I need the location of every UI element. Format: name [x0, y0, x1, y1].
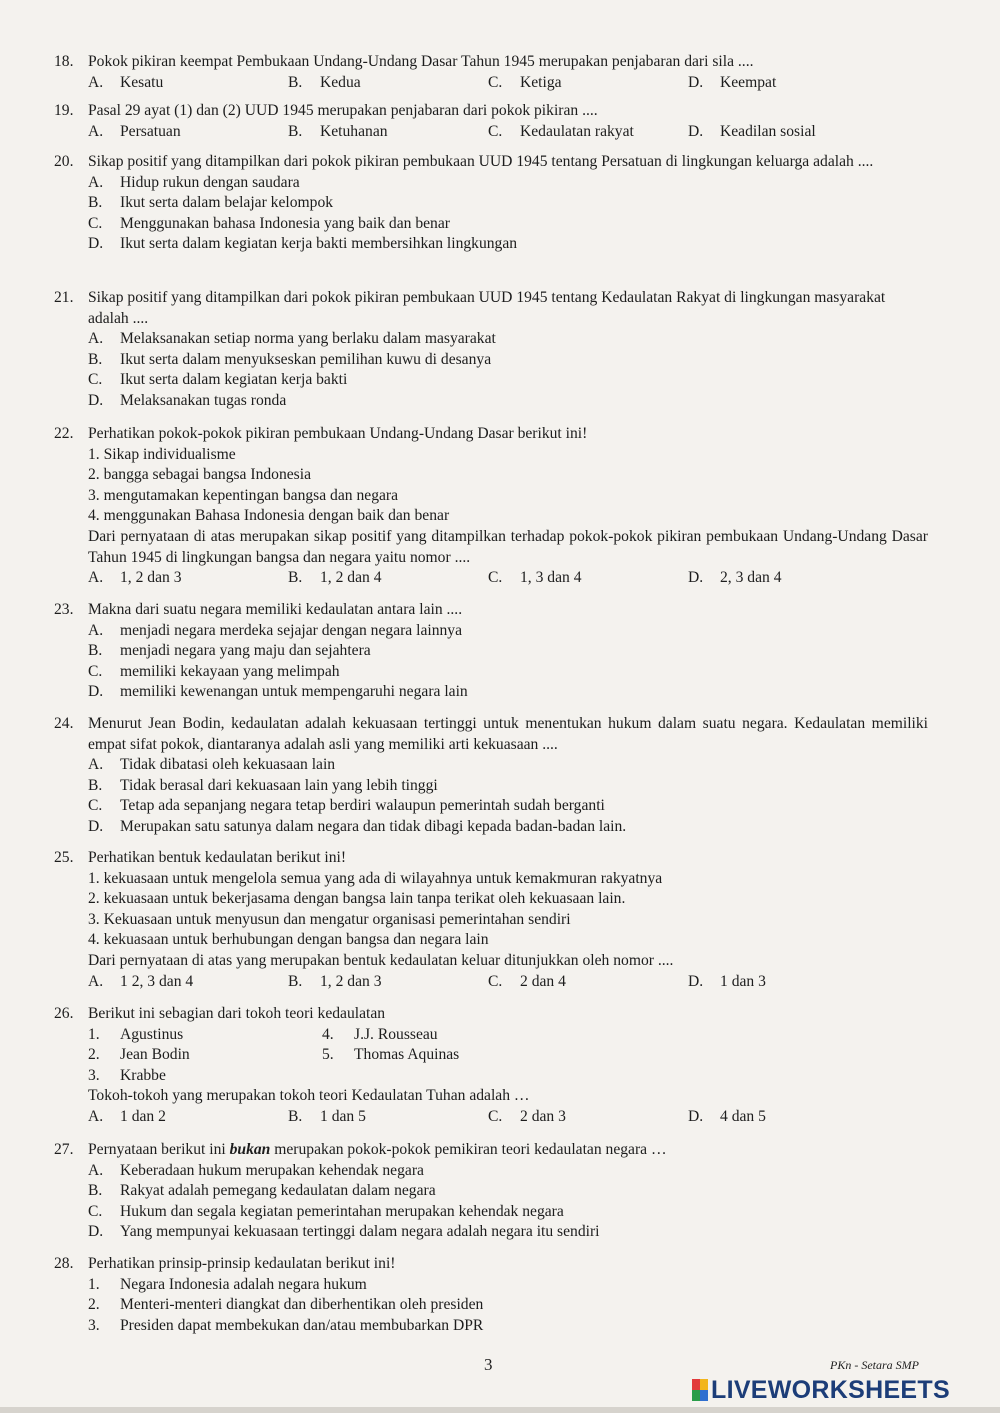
question-number: 25. [54, 849, 74, 866]
question-number: 26. [54, 1005, 74, 1022]
option-b[interactable]: B. Kedua [288, 73, 361, 91]
question-23 [54, 600, 928, 703]
question-21 [54, 288, 928, 412]
option-c[interactable]: C. Tetap ada sepanjang negara tetap berdiri walaupun pemerintah sudah berganti [88, 797, 605, 815]
option-c[interactable]: C. Menggunakan bahasa Indonesia yang baik dan benar [88, 214, 450, 232]
figure-item: 4. J.J. Rousseau [322, 1025, 438, 1043]
option-a[interactable]: A. 1 dan 2 [88, 1107, 166, 1125]
question-22 [54, 424, 928, 589]
principle-item: 2. Menteri-menteri diangkat dan diberhentikan oleh presiden [88, 1296, 484, 1314]
option-a[interactable]: A. Keberadaan hukum merupakan kehendak negara [88, 1161, 424, 1179]
options-row [88, 122, 928, 143]
option-d[interactable]: D. 1 dan 3 [688, 972, 766, 990]
statement-item: 2. bangga sebagai bangsa Indonesia [88, 466, 312, 484]
question-text: Pokok pikiran keempat Pembukaan Undang-Undang Dasar Tahun 1945 merupakan penjabaran dari sila .... [88, 53, 754, 70]
option-a[interactable]: A. menjadi negara merdeka sejajar dengan negara lainnya [88, 621, 463, 639]
question-text: Sikap positif yang ditampilkan dari pokok pikiran pembukaan UUD 1945 tentang Persatuan di lingkungan keluarga adalah .... [88, 153, 874, 170]
option-a[interactable]: A. Persatuan [88, 122, 181, 140]
question-text: Makna dari suatu negara memiliki kedaulatan antara lain .... [88, 601, 463, 618]
statement-list [88, 445, 928, 569]
statement-item: 2. kekuasaan untuk bekerjasama dengan bangsa lain tanpa terikat oleh kekuasaan lain. [88, 890, 626, 908]
figure-item: 5. Thomas Aquinas [322, 1046, 460, 1064]
question-28 [54, 1254, 928, 1336]
question-text: Pasal 29 ayat (1) dan (2) UUD 1945 merupakan penjabaran dari pokok pikiran .... [88, 102, 598, 119]
question-text: Perhatikan pokok-pokok pikiran pembukaan Undang-Undang Dasar berikut ini! [88, 425, 588, 442]
figure-item: 3. Krabbe [88, 1066, 166, 1084]
scan-edge [0, 1407, 1000, 1413]
logo-text: LIVEWORKSHEETS [711, 1375, 950, 1404]
option-b[interactable]: B. Ikut serta dalam menyukseskan pemilihan kuwu di desanya [88, 350, 492, 368]
options-list [88, 621, 928, 703]
question-text: Berikut ini sebagian dari tokoh teori kedaulatan [88, 1005, 386, 1022]
question-19 [54, 101, 928, 142]
option-d[interactable]: D. Keempat [688, 73, 777, 91]
option-b[interactable]: B. 1, 2 dan 4 [288, 569, 382, 587]
option-b[interactable]: B. Ikut serta dalam belajar kelompok [88, 194, 334, 212]
option-d[interactable]: D. Ikut serta dalam kegiatan kerja bakti membersihkan lingkungan [88, 235, 518, 253]
options-list [88, 755, 928, 837]
option-d[interactable]: D. 4 dan 5 [688, 1107, 766, 1125]
option-b[interactable]: B. Rakyat adalah pemegang kedaulatan dalam negara [88, 1182, 436, 1200]
question-25 [54, 848, 928, 992]
figure-item: 2. Jean Bodin [88, 1046, 190, 1064]
options-row [88, 568, 928, 589]
figure-item: 1. Agustinus [88, 1025, 184, 1043]
option-d[interactable]: D. Melaksanakan tugas ronda [88, 391, 287, 409]
option-c[interactable]: C. 1, 3 dan 4 [488, 569, 582, 587]
question-number: 24. [54, 715, 74, 732]
option-d[interactable]: D. 2, 3 dan 4 [688, 569, 782, 587]
question-stem: Dari pernyataan di atas merupakan sikap positif yang ditampilkan terhadap pokok-pokok pikiran pembukaan Undang-Undang Dasar Tahun 1945 di lingkungan bangsa dan negara yaitu nomor .... [88, 527, 928, 566]
question-text: Perhatikan prinsip-prinsip kedaulatan berikut ini! [88, 1255, 396, 1272]
option-c[interactable]: C. 2 dan 4 [488, 972, 566, 990]
liveworksheets-logo-icon [692, 1379, 708, 1401]
principle-item: 3. Presiden dapat membekukan dan/atau membubarkan DPR [88, 1316, 484, 1334]
option-b[interactable]: B. 1 dan 5 [288, 1107, 366, 1125]
statement-item: 3. Kekuasaan untuk menyusun dan mengatur organisasi pemerintahan sendiri [88, 910, 571, 928]
option-d[interactable]: D. memiliki kewenangan untuk mempengaruhi negara lain [88, 683, 468, 701]
option-b[interactable]: B. menjadi negara yang maju dan sejahtera [88, 642, 371, 660]
option-c[interactable]: C. Ketiga [488, 73, 562, 91]
question-number: 19. [54, 102, 74, 119]
option-c[interactable]: C. Ikut serta dalam kegiatan kerja bakti [88, 371, 348, 389]
question-27 [54, 1140, 928, 1243]
question-number: 23. [54, 601, 74, 618]
option-a[interactable]: A. 1 2, 3 dan 4 [88, 972, 194, 990]
options-row [88, 73, 928, 94]
options-row [88, 1107, 928, 1128]
question-number: 28. [54, 1255, 74, 1272]
statement-item: 1. kekuasaan untuk mengelola semua yang ada di wilayahnya untuk kemakmuran rakyatnya [88, 869, 663, 887]
options-list [88, 173, 928, 255]
statement-item: 3. mengutamakan kepentingan bangsa dan negara [88, 486, 399, 504]
question-number: 27. [54, 1141, 74, 1158]
question-number: 22. [54, 425, 74, 442]
statement-item: 4. kekuasaan untuk berhubungan dengan bangsa dan negara lain [88, 931, 489, 949]
option-b[interactable]: B. Tidak berasal dari kekuasaan lain yang lebih tinggi [88, 776, 438, 794]
statement-item: 1. Sikap individualisme [88, 445, 236, 463]
emphasis-text: bukan [229, 1141, 271, 1158]
option-a[interactable]: A. 1, 2 dan 3 [88, 569, 182, 587]
option-c[interactable]: C. memiliki kekayaan yang melimpah [88, 662, 340, 680]
question-26 [54, 1004, 928, 1128]
question-stem: Dari pernyataan di atas yang merupakan bentuk kedaulatan keluar ditunjukkan oleh nomor .... [88, 951, 674, 969]
question-number: 20. [54, 153, 74, 170]
option-c[interactable]: C. 2 dan 3 [488, 1107, 566, 1125]
footer-note: PKn - Setara SMP [830, 1358, 919, 1372]
options-list [88, 1161, 928, 1243]
option-d[interactable]: D. Yang mempunyai kekuasaan tertinggi dalam negara adalah negara itu sendiri [88, 1223, 600, 1241]
question-text: Pernyataan berikut ini bukan merupakan pokok-pokok pemikiran teori kedaulatan negara … [88, 1141, 667, 1158]
question-stem: Tokoh-tokoh yang merupakan tokoh teori Kedaulatan Tuhan adalah … [88, 1087, 530, 1105]
option-c[interactable]: C. Kedaulatan rakyat [488, 122, 634, 140]
option-a[interactable]: A. Melaksanakan setiap norma yang berlaku dalam masyarakat [88, 330, 496, 348]
figure-list [88, 1025, 928, 1087]
question-24 [54, 714, 928, 838]
statement-item: 4. menggunakan Bahasa Indonesia dengan baik dan benar [88, 507, 450, 525]
option-a[interactable]: A. Tidak dibatasi oleh kekuasaan lain [88, 756, 336, 774]
option-c[interactable]: C. Hukum dan segala kegiatan pemerintahan merupakan kehendak negara [88, 1202, 564, 1220]
question-text: Sikap positif yang ditampilkan dari pokok pikiran pembukaan UUD 1945 tentang Kedaulatan Rakyat di lingkungan masyarakat adalah .... [88, 289, 886, 327]
option-d[interactable]: D. Merupakan satu satunya dalam negara dan tidak dibagi kepada badan-badan lain. [88, 817, 627, 835]
option-d[interactable]: D. Keadilan sosial [688, 122, 816, 140]
question-20 [54, 152, 928, 255]
option-b[interactable]: B. Ketuhanan [288, 122, 388, 140]
question-text: Menurut Jean Bodin, kedaulatan adalah kekuasaan tertinggi untuk menentukan hukum dalam suatu negara. Kedaulatan memiliki empat sifat pokok, diantaranya adalah asli yang memiliki arti kekuasaan .... [88, 715, 928, 753]
option-a[interactable]: A. Hidup rukun dengan saudara [88, 173, 300, 191]
statement-list [88, 869, 928, 972]
option-b[interactable]: B. 1, 2 dan 3 [288, 972, 382, 990]
option-a[interactable]: A. Kesatu [88, 73, 164, 91]
question-text: Perhatikan bentuk kedaulatan berikut ini! [88, 849, 347, 866]
page-number: 3 [484, 1355, 493, 1374]
question-number: 21. [54, 289, 74, 306]
question-18 [54, 52, 928, 93]
question-number: 18. [54, 53, 74, 70]
options-row [88, 972, 928, 993]
principle-item: 1. Negara Indonesia adalah negara hukum [88, 1275, 367, 1293]
liveworksheets-logo [692, 1375, 950, 1405]
principle-list [88, 1275, 928, 1337]
options-list [88, 329, 928, 411]
